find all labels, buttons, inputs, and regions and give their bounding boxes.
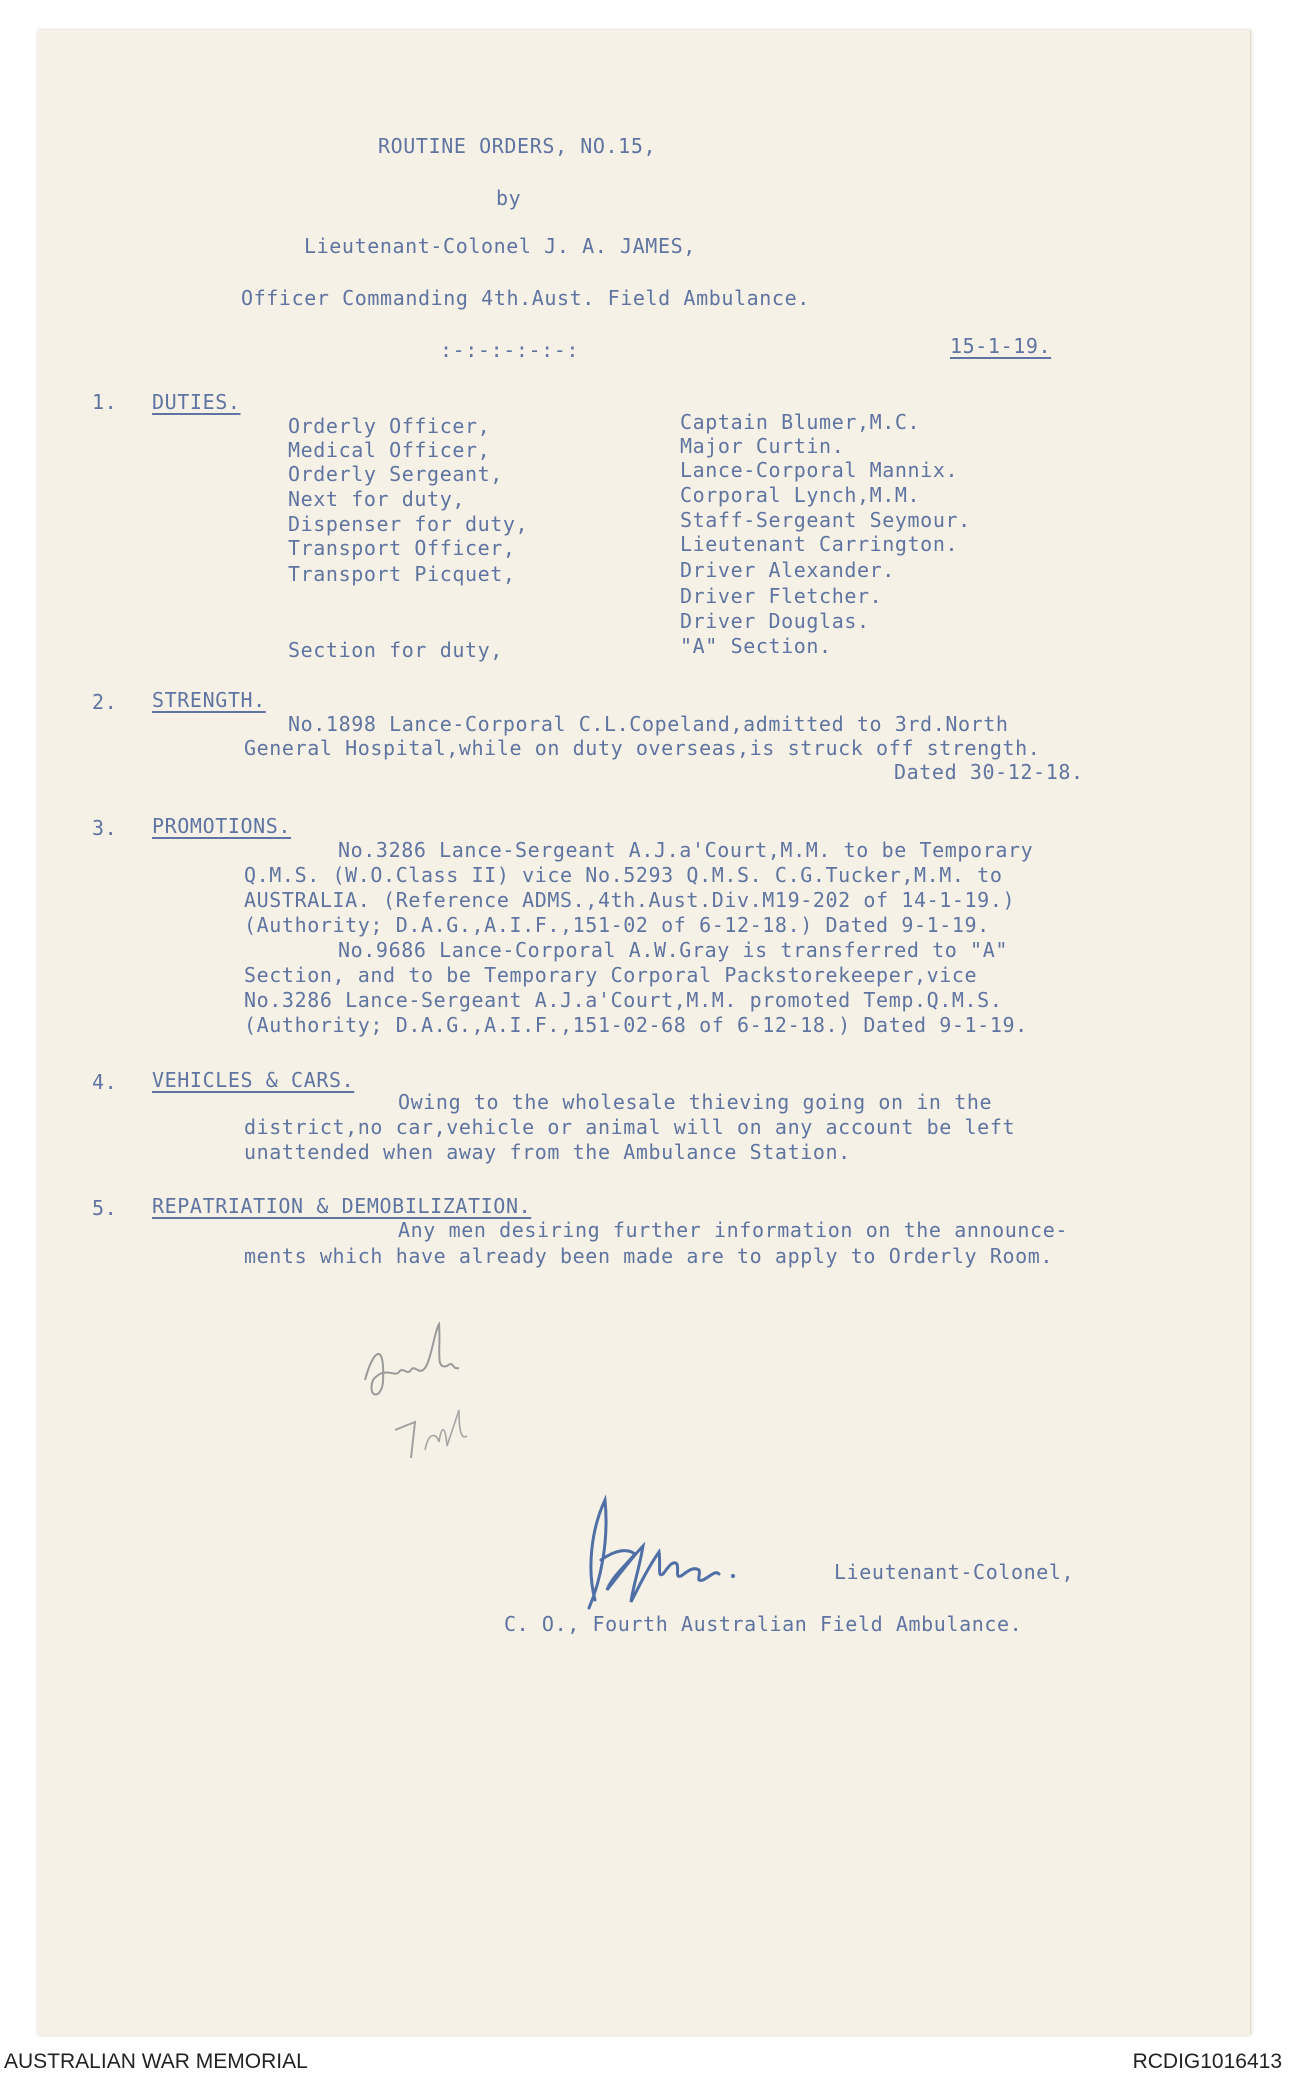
unit-line: Officer Commanding 4th.Aust. Field Ambulance.	[241, 286, 810, 310]
promotions-line: AUSTRALIA. (Reference ADMS.,4th.Aust.Div.M19-202 of 14-1-19.)	[244, 888, 1016, 912]
pencil-annotation	[355, 1310, 525, 1480]
strength-line: Dated 30-12-18.	[894, 760, 1084, 784]
signature-rank: Lieutenant-Colonel,	[834, 1560, 1075, 1584]
signature-title: C. O., Fourth Australian Field Ambulance.	[504, 1612, 1023, 1636]
duty-person: Major Curtin.	[680, 434, 845, 458]
strength-line: General Hospital,while on duty overseas,is struck off strength.	[244, 736, 1041, 760]
duty-role: Next for duty,	[288, 487, 465, 511]
promotions-line: (Authority; D.A.G.,A.I.F.,151-02 of 6-12-18.) Dated 9-1-19.	[244, 913, 990, 937]
duty-person: Driver Douglas.	[680, 609, 870, 633]
duty-person: Driver Fletcher.	[680, 584, 883, 608]
repatriation-line: ments which have already been made are to apply to Orderly Room.	[244, 1244, 1054, 1268]
vehicles-line: district,no car,vehicle or animal will on any account be left	[244, 1115, 1016, 1139]
promotions-line: Section, and to be Temporary Corporal Packstorekeeper,vice	[244, 963, 978, 987]
promotions-line: (Authority; D.A.G.,A.I.F.,151-02-68 of 6-12-18.) Dated 9-1-19.	[244, 1013, 1028, 1037]
archive-caption: AUSTRALIAN WAR MEMORIAL	[4, 2050, 308, 2073]
promotions-line: No.3286 Lance-Sergeant A.J.a'Court,M.M. to be Temporary	[338, 838, 1034, 862]
promotions-line: No.9686 Lance-Corporal A.W.Gray is transferred to "A"	[338, 938, 1008, 962]
section-heading-promotions: PROMOTIONS.	[152, 814, 292, 838]
section-heading-strength: STRENGTH.	[152, 688, 266, 712]
duty-role: Orderly Officer,	[288, 414, 491, 438]
section-number: 3.	[92, 816, 118, 840]
archive-reference: RCDIG1016413	[1132, 2050, 1282, 2073]
signature-image	[565, 1490, 775, 1620]
duty-person: Driver Alexander.	[680, 558, 895, 582]
by-line: by	[496, 186, 522, 210]
duty-role: Transport Officer,	[288, 536, 516, 560]
section-number: 5.	[92, 1196, 118, 1220]
duty-role: Orderly Sergeant,	[288, 462, 503, 486]
duty-person: Staff-Sergeant Seymour.	[680, 508, 971, 532]
vehicles-line: unattended when away from the Ambulance Station.	[244, 1140, 851, 1164]
duty-person: Corporal Lynch,M.M.	[680, 483, 921, 507]
commander-line: Lieutenant-Colonel J. A. JAMES,	[304, 234, 696, 258]
document-title: ROUTINE ORDERS, NO.15,	[378, 134, 657, 158]
strength-line: No.1898 Lance-Corporal C.L.Copeland,admitted to 3rd.North	[288, 712, 1009, 736]
section-number: 4.	[92, 1070, 118, 1094]
separator: :-:-:-:-:-:	[440, 338, 580, 362]
duty-role: Dispenser for duty,	[288, 512, 529, 536]
duty-role: Section for duty,	[288, 638, 503, 662]
section-number: 1.	[92, 390, 118, 414]
section-heading-repatriation: REPATRIATION & DEMOBILIZATION.	[152, 1194, 532, 1218]
duty-person: Lieutenant Carrington.	[680, 532, 959, 556]
repatriation-line: Any men desiring further information on the announce-	[398, 1218, 1068, 1242]
vehicles-line: Owing to the wholesale thieving going on in the	[398, 1090, 993, 1114]
order-date: 15-1-19.	[950, 334, 1052, 358]
duty-role: Transport Picquet,	[288, 562, 516, 586]
duty-person: "A" Section.	[680, 634, 832, 658]
duty-role: Medical Officer,	[288, 438, 491, 462]
section-number: 2.	[92, 690, 118, 714]
promotions-line: No.3286 Lance-Sergeant A.J.a'Court,M.M. promoted Temp.Q.M.S.	[244, 988, 1003, 1012]
section-heading-vehicles: VEHICLES & CARS.	[152, 1068, 355, 1092]
section-heading-duties: DUTIES.	[152, 390, 241, 414]
duty-person: Lance-Corporal Mannix.	[680, 458, 959, 482]
duty-person: Captain Blumer,M.C.	[680, 410, 921, 434]
promotions-line: Q.M.S. (W.O.Class II) vice No.5293 Q.M.S. C.G.Tucker,M.M. to	[244, 863, 1003, 887]
